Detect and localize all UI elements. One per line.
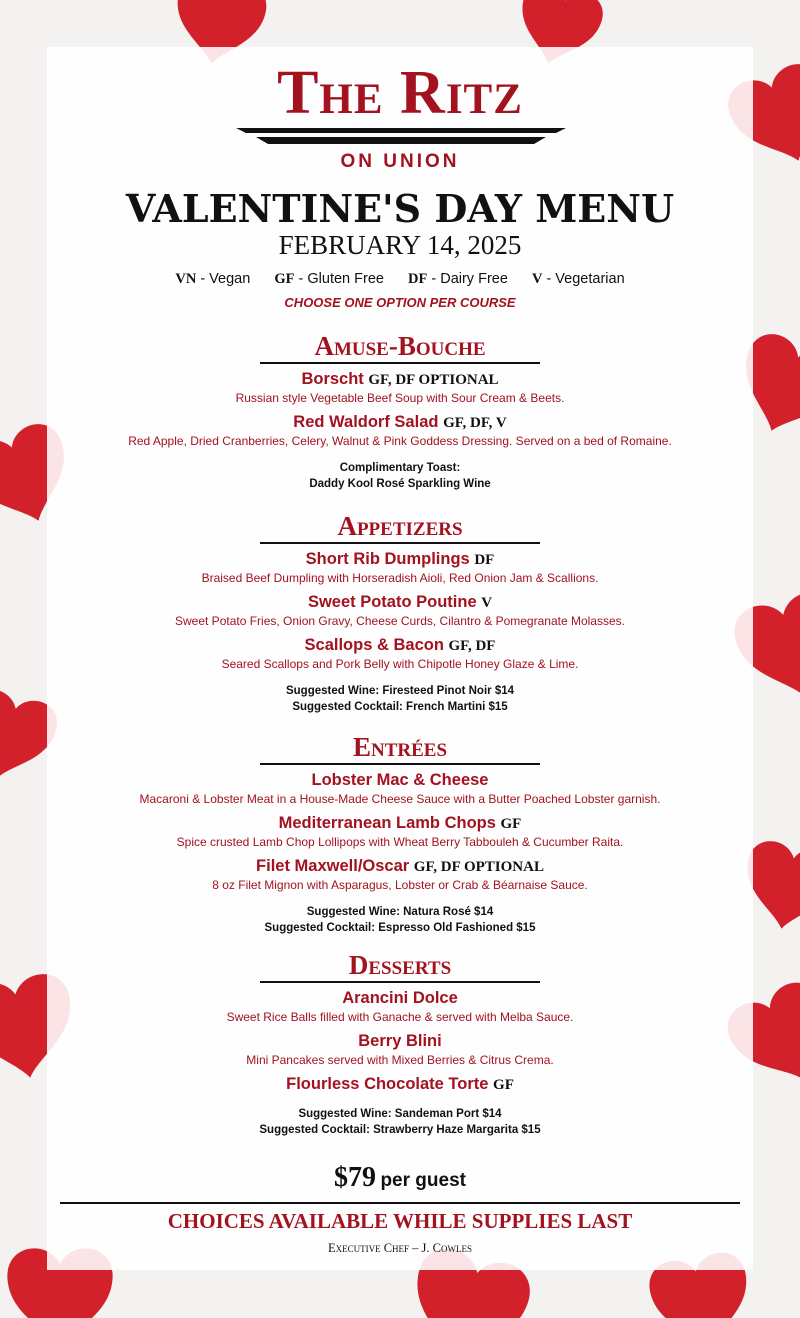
legend-item: GF - Gluten Free [274, 271, 384, 287]
price: $79 per guest [334, 1162, 466, 1193]
item-tags: GF [493, 1077, 514, 1093]
section-title: Desserts [348, 950, 452, 980]
item-name: Arancini Dolce [342, 989, 458, 1007]
menu-item [0, 370, 800, 406]
instruction: CHOOSE ONE OPTION PER COURSE [284, 295, 516, 310]
executive-chef: Executive Chef – J. Cowles [327, 1241, 473, 1255]
menu-section [0, 732, 800, 936]
pairing-line: Suggested Wine: Firesteed Pinot Noir $14 [285, 685, 515, 697]
availability-notice: CHOICES AVAILABLE WHILE SUPPLIES LAST [167, 1209, 633, 1233]
section-title: Appetizers [337, 511, 463, 541]
menu-item [0, 1075, 800, 1095]
item-description: Macaroni & Lobster Meat in a House-Made Cheese Sauce with a Butter Poached Lobster garnish. [139, 792, 661, 806]
item-name: Short Rib Dumplings [305, 550, 470, 568]
item-name: Flourless Chocolate Torte [286, 1075, 489, 1093]
section-title: Amuse-Bouche [314, 331, 486, 361]
section-underline [260, 362, 540, 364]
item-description: Russian style Vegetable Beef Soup with Sour Cream & Beets. [235, 391, 565, 405]
menu-section [0, 331, 800, 492]
logo-title: The Ritz [277, 59, 523, 127]
pairing-line: Suggested Wine: Natura Rosé $14 [306, 906, 494, 918]
item-description: 8 oz Filet Mignon with Asparagus, Lobster or Crab & Béarnaise Sauce. [212, 878, 588, 892]
item-description: Sweet Rice Balls filled with Ganache & served with Melba Sauce. [226, 1010, 574, 1024]
dietary-legend [0, 271, 800, 288]
pairing [0, 684, 800, 715]
menu-item [0, 636, 800, 672]
pairing-line: Complimentary Toast: [339, 462, 461, 474]
item-tags: GF, DF OPTIONAL [413, 859, 544, 875]
pairing [0, 905, 800, 936]
menu-item [0, 771, 800, 807]
logo-bars [236, 128, 566, 146]
item-description: Sweet Potato Fries, Onion Gravy, Cheese Curds, Cilantro & Pomegranate Molasses. [175, 614, 625, 628]
item-description: Spice crusted Lamb Chop Lollipops with Wheat Berry Tabbouleh & Cucumber Raita. [176, 835, 624, 849]
item-tags: V [481, 595, 493, 611]
item-description: Braised Beef Dumpling with Horseradish Aioli, Red Onion Jam & Scallions. [201, 571, 599, 585]
pairing-line: Suggested Cocktail: Strawberry Haze Margarita $15 [259, 1123, 541, 1136]
legend-item: DF - Dairy Free [407, 271, 508, 287]
item-tags: GF, DF, V [443, 415, 507, 431]
menu-item [0, 413, 800, 449]
menu-item [0, 989, 800, 1025]
pairing-line: Suggested Cocktail: French Martini $15 [292, 700, 508, 713]
pairing [0, 461, 800, 492]
item-tags: DF [474, 552, 495, 568]
item-name: Borscht [301, 370, 364, 388]
item-tags: GF [500, 816, 522, 832]
section-underline [260, 763, 540, 765]
item-name: Sweet Potato Poutine [307, 593, 477, 611]
item-tags: GF, DF OPTIONAL [368, 372, 499, 388]
menu-section [0, 511, 800, 715]
divider [60, 1202, 740, 1204]
item-description: Red Apple, Dried Cranberries, Celery, Walnut & Pink Goddess Dressing. Served on a bed of Romaine. [128, 434, 672, 448]
pairing-line: Daddy Kool Rosé Sparkling Wine [309, 477, 491, 490]
menu-item [0, 550, 800, 586]
item-name: Lobster Mac & Cheese [311, 771, 489, 789]
menu-item [0, 1032, 800, 1068]
item-tags: GF, DF [448, 638, 496, 654]
item-name: Red Waldorf Salad [293, 413, 439, 431]
section-underline [260, 542, 540, 544]
item-description: Seared Scallops and Pork Belly with Chipotle Honey Glaze & Lime. [221, 657, 579, 671]
menu-item [0, 814, 800, 850]
menu-title: VALENTINE'S DAY MENU [125, 186, 675, 231]
legend-item: VN - Vegan [175, 271, 251, 287]
menu-date: FEBRUARY 14, 2025 [278, 230, 522, 260]
item-name: Mediterranean Lamb Chops [278, 814, 496, 832]
menu-section [0, 950, 800, 1138]
menu-item [0, 593, 800, 629]
item-name: Scallops & Bacon [304, 636, 444, 654]
menu-item [0, 857, 800, 893]
legend-item: V - Vegetarian [531, 271, 625, 287]
logo-subtitle: ON UNION [340, 151, 460, 172]
item-name: Filet Maxwell/Oscar [256, 857, 410, 875]
pairing [0, 1107, 800, 1138]
item-name: Berry Blini [358, 1032, 442, 1050]
section-title: Entrées [352, 732, 448, 762]
pairing-line: Suggested Wine: Sandeman Port $14 [298, 1108, 502, 1120]
pairing-line: Suggested Cocktail: Espresso Old Fashioned $15 [264, 921, 536, 934]
section-underline [260, 981, 540, 983]
item-description: Mini Pancakes served with Mixed Berries & Citrus Crema. [246, 1053, 554, 1067]
